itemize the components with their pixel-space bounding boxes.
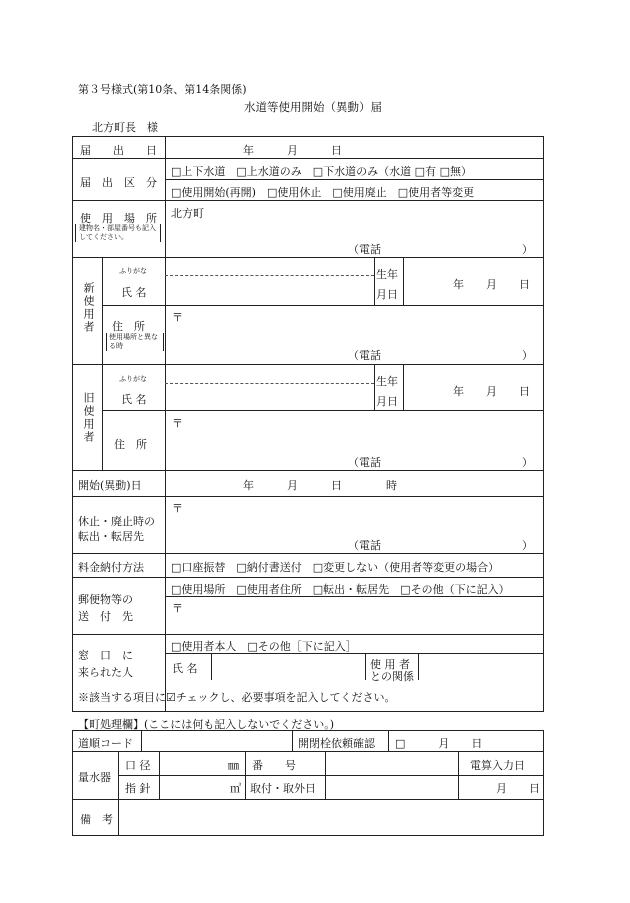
new-user-label: 新使用者 bbox=[82, 282, 95, 334]
postal-mark: 〒 bbox=[172, 311, 183, 324]
computer-input-label: 電算入力日 bbox=[470, 759, 525, 772]
form-title: 水道等使用開始（異動）届 bbox=[244, 100, 382, 114]
old-user-name-label: 氏 名 bbox=[121, 393, 147, 406]
new-user-birth-field[interactable]: 年 月 日 bbox=[453, 278, 530, 291]
visitor-label-1: 窓 口 に bbox=[78, 649, 133, 662]
filing-type-options-2[interactable]: □使用開始(再開) □使用休止 □使用廃止 □使用者等変更 bbox=[171, 186, 475, 199]
start-date-field[interactable]: 年 月 日 時 bbox=[243, 479, 397, 492]
addressee: 北方町長 様 bbox=[92, 121, 158, 134]
form-number: 第３号様式(第10条、第14条関係) bbox=[78, 83, 247, 96]
location-field[interactable]: 北方町 bbox=[171, 207, 204, 220]
furigana-label: ふりがな bbox=[119, 267, 147, 275]
mail-options[interactable]: □使用場所 □使用者住所 □転出・転居先 □その他（下に記入） bbox=[171, 583, 510, 596]
address-note: 使用場所と異なる時 bbox=[106, 333, 164, 351]
new-user-name-label: 氏 名 bbox=[121, 286, 147, 299]
road-code-label: 道順コード bbox=[78, 737, 133, 750]
location-phone-label: （電話 bbox=[348, 243, 381, 256]
visitor-name-label: 氏 名 bbox=[172, 662, 198, 675]
instruction-note: ※該当する項目に☑チェックし、必要事項を記入してください。 bbox=[78, 691, 396, 704]
number-label: 番 号 bbox=[252, 759, 296, 772]
filing-date-field[interactable]: 年 月 日 bbox=[243, 144, 342, 157]
forwarding-label-1: 休止・廃止時の bbox=[78, 515, 155, 528]
mail-label-1: 郵便物等の bbox=[78, 593, 133, 606]
visitor-label-2: 来られた人 bbox=[78, 666, 133, 679]
forwarding-label-2: 転出・転居先 bbox=[78, 530, 144, 543]
reading-label: 指 針 bbox=[125, 782, 151, 795]
payment-label: 料金納付方法 bbox=[78, 561, 144, 574]
filing-type-label: 届 出 区 分 bbox=[80, 176, 157, 189]
filing-date-label: 届 出 日 bbox=[80, 144, 157, 157]
old-user-address-label: 住 所 bbox=[114, 438, 147, 451]
visitor-options[interactable]: □使用者本人 □その他［下に記入］ bbox=[171, 640, 357, 653]
bore-label: 口 径 bbox=[125, 759, 151, 772]
old-user-label: 旧使用者 bbox=[82, 392, 95, 444]
computer-input-date: 月 日 bbox=[496, 782, 540, 795]
valve-request-date: □ 月 日 bbox=[395, 737, 483, 750]
start-date-label: 開始(異動)日 bbox=[78, 479, 142, 492]
meter-label: 量水器 bbox=[78, 771, 111, 784]
valve-request-label: 開閉栓依頼確認 bbox=[298, 737, 375, 750]
install-remove-label: 取付・取外日 bbox=[250, 782, 316, 795]
office-heading: 【町処理欄】(ここには何も記入しないでください。) bbox=[78, 718, 335, 731]
filing-type-options-1[interactable]: □上下水道 □上水道のみ □下水道のみ（水道 □有 □無） bbox=[171, 165, 472, 178]
old-user-birth-field[interactable]: 年 月 日 bbox=[453, 385, 530, 398]
remarks-label: 備 考 bbox=[80, 813, 113, 826]
new-user-address-label: 住 所 bbox=[112, 320, 145, 333]
location-note: 建物名・部屋番号も記入してください。 bbox=[75, 224, 161, 242]
relation-label-2: との関係 bbox=[370, 670, 414, 683]
payment-options[interactable]: □口座振替 □納付書送付 □変更しない（使用者等変更の場合） bbox=[171, 561, 500, 574]
relation-label-1: 使 用 者 bbox=[370, 658, 410, 671]
location-label: 使 用 場 所 bbox=[80, 212, 157, 225]
mail-label-2: 送 付 先 bbox=[78, 610, 133, 623]
